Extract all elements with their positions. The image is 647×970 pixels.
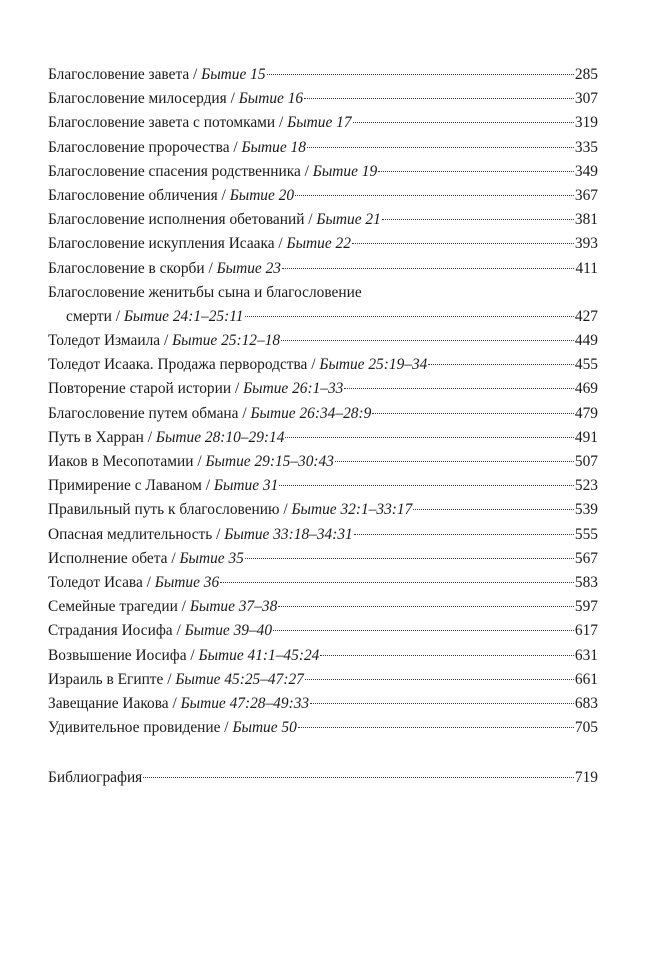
toc-entry-reference: Бытие 26:34–28:9 bbox=[250, 404, 372, 422]
toc-entry-page: 683 bbox=[574, 694, 598, 712]
toc-entry bbox=[48, 426, 598, 450]
toc-entry-reference: Бытие 25:12–18 bbox=[172, 332, 281, 350]
toc-entry-page: 661 bbox=[574, 670, 598, 688]
toc-entry-title: Толедот Измаила / Бытие 25:12–18 bbox=[48, 332, 281, 350]
dot-leader bbox=[267, 74, 574, 75]
toc-entry-title: Благословение спасения родственника / Бытие 19 bbox=[48, 162, 378, 180]
toc-entry-page: 479 bbox=[574, 404, 598, 422]
dot-leader bbox=[285, 437, 574, 438]
toc-entry-page: 349 bbox=[574, 162, 598, 180]
toc-entry-reference: Бытие 50 bbox=[232, 719, 297, 737]
toc-entry-title: Благословение искупления Исаака / Бытие 22 bbox=[48, 235, 351, 253]
toc-entry-page: 631 bbox=[574, 646, 598, 664]
toc-entry bbox=[48, 547, 598, 571]
dot-leader bbox=[413, 509, 574, 510]
toc-entry-reference: Бытие 31 bbox=[213, 477, 279, 495]
toc-entry-page: 491 bbox=[574, 428, 598, 446]
toc-entry-reference: Бытие 33:18–34:31 bbox=[224, 525, 353, 543]
dot-leader bbox=[305, 679, 574, 680]
toc-entry-reference: Бытие 45:25–47:27 bbox=[175, 670, 304, 688]
toc-entry-reference: Бытие 37–38 bbox=[189, 598, 278, 616]
toc-entry-reference: Бытие 26:1–33 bbox=[243, 380, 344, 398]
toc-entry bbox=[48, 208, 598, 232]
toc-entry-continuation bbox=[48, 305, 598, 329]
toc-entry-title: Страдания Иосифа / Бытие 39–40 bbox=[48, 622, 273, 640]
toc-entry-reference: Бытие 47:28–49:33 bbox=[180, 694, 310, 712]
toc-entry-reference: Бытие 25:19–34 bbox=[319, 356, 428, 374]
toc-entry-title: Благословение женитьбы сына и благословение bbox=[48, 283, 362, 301]
dot-leader bbox=[378, 171, 574, 172]
toc-entry-reference: Бытие 24:1–25:11 bbox=[123, 307, 244, 325]
table-of-contents bbox=[48, 63, 598, 790]
dot-leader bbox=[382, 219, 574, 220]
toc-entry bbox=[48, 111, 598, 135]
toc-entry-title: Повторение старой истории / Бытие 26:1–33 bbox=[48, 380, 344, 398]
dot-leader bbox=[372, 413, 574, 414]
toc-entry bbox=[48, 644, 598, 668]
toc-entry-page: 539 bbox=[574, 501, 598, 519]
toc-entry bbox=[48, 63, 598, 87]
dot-leader bbox=[344, 388, 574, 389]
toc-entry-reference: Бытие 22 bbox=[286, 235, 351, 253]
toc-entry-page: 411 bbox=[575, 259, 598, 277]
toc-entry-reference: Бытие 35 bbox=[179, 549, 244, 567]
toc-entry-reference: Бытие 20 bbox=[229, 186, 295, 204]
toc-entry-page: 597 bbox=[574, 598, 598, 616]
dot-leader bbox=[354, 534, 574, 535]
toc-entry-reference: Бытие 29:15–30:43 bbox=[205, 453, 334, 470]
toc-entry-reference: Бытие 15 bbox=[201, 66, 266, 83]
toc-entry-reference: Бытие 36 bbox=[154, 573, 220, 591]
toc-entry-page: 583 bbox=[574, 573, 598, 591]
toc-entry-page: 469 bbox=[574, 380, 598, 398]
dot-leader bbox=[353, 122, 574, 123]
toc-entry-title: Благословение пророчества / Бытие 18 bbox=[48, 138, 306, 156]
toc-entry-page: 285 bbox=[574, 66, 598, 83]
dot-leader bbox=[335, 461, 574, 462]
toc-entry-title: Удивительное провидение / Бытие 50 bbox=[48, 719, 297, 737]
toc-entry bbox=[48, 619, 598, 643]
toc-entry-page: 367 bbox=[574, 186, 598, 204]
toc-entry-reference: Бытие 41:1–45:24 bbox=[198, 646, 320, 664]
toc-entry-reference: Бытие 19 bbox=[312, 162, 378, 180]
toc-entry-page: 719 bbox=[574, 769, 598, 787]
toc-entry-title: Толедот Исава / Бытие 36 bbox=[48, 573, 220, 591]
toc-entry bbox=[48, 353, 598, 377]
toc-entry bbox=[48, 281, 598, 329]
toc-entry-page: 705 bbox=[574, 719, 598, 737]
toc-entry bbox=[48, 692, 598, 716]
dot-leader bbox=[310, 703, 574, 704]
toc-entry-title: Благословение обличения / Бытие 20 bbox=[48, 186, 295, 204]
dot-leader bbox=[278, 606, 574, 607]
dot-leader bbox=[298, 727, 574, 728]
toc-entry-title-continued: смерти / bbox=[66, 307, 124, 325]
toc-entry bbox=[48, 87, 598, 111]
toc-entry-page: 449 bbox=[574, 332, 598, 350]
toc-entry-title: Благословение завета с потомками / Бытие 17 bbox=[48, 114, 352, 132]
toc-entry-title: Путь в Харран / Бытие 28:10–29:14 bbox=[48, 428, 285, 446]
toc-entry-title: Благословение милосердия / Бытие 16 bbox=[48, 90, 304, 108]
toc-entry-title: Опасная медлительность / Бытие 33:18–34:31 bbox=[48, 525, 353, 543]
toc-entry bbox=[48, 329, 598, 353]
toc-entry-page: 555 bbox=[574, 525, 598, 543]
toc-entry bbox=[48, 184, 598, 208]
toc-entry-page: 523 bbox=[574, 477, 598, 495]
toc-entry bbox=[48, 450, 598, 474]
toc-entry-title: Благословение завета / Бытие 15 bbox=[48, 66, 266, 83]
toc-entry bbox=[48, 377, 598, 401]
toc-entry-page: 455 bbox=[574, 356, 598, 374]
toc-entry-title: Благословение в скорби / Бытие 23 bbox=[48, 259, 281, 277]
toc-entry-title: Семейные трагедии / Бытие 37–38 bbox=[48, 598, 278, 616]
toc-entry-title: Иаков в Месопотамии / Бытие 29:15–30:43 bbox=[48, 453, 334, 470]
toc-entry-title: Благословение исполнения обетований / Бытие 21 bbox=[48, 211, 381, 229]
toc-entry-reference: Бытие 17 bbox=[287, 114, 352, 132]
section-gap bbox=[48, 740, 598, 766]
toc-entry bbox=[48, 402, 598, 426]
toc-entry-reference: Бытие 32:1–33:17 bbox=[291, 501, 413, 519]
dot-leader bbox=[428, 364, 574, 365]
dot-leader bbox=[279, 485, 574, 486]
toc-entry bbox=[48, 595, 598, 619]
toc-entry bbox=[48, 232, 598, 256]
toc-entry-reference: Бытие 21 bbox=[316, 211, 381, 229]
dot-leader bbox=[352, 243, 574, 244]
toc-entry-title: Правильный путь к благословению / Бытие 32:1–33:17 bbox=[48, 501, 413, 519]
toc-entry bbox=[48, 160, 598, 184]
toc-entry bbox=[48, 136, 598, 160]
toc-entry-title: Примирение с Лаваном / Бытие 31 bbox=[48, 477, 279, 495]
toc-entry-title: Исполнение обета / Бытие 35 bbox=[48, 549, 244, 567]
toc-entry-title: Благословение путем обмана / Бытие 26:34–28:9 bbox=[48, 404, 372, 422]
toc-entry-reference: Бытие 39–40 bbox=[184, 622, 273, 640]
toc-entry-title: Библиография bbox=[48, 769, 143, 787]
toc-entry-page: 335 bbox=[574, 138, 598, 156]
toc-entry-page: 381 bbox=[574, 211, 598, 229]
toc-entry bbox=[48, 523, 598, 547]
toc-entry-title: Израиль в Египте / Бытие 45:25–47:27 bbox=[48, 670, 304, 688]
toc-entry-reference: Бытие 28:10–29:14 bbox=[155, 428, 285, 446]
toc-entry bbox=[48, 498, 598, 522]
toc-entry-title: Завещание Иакова / Бытие 47:28–49:33 bbox=[48, 694, 310, 712]
toc-entry bbox=[48, 571, 598, 595]
toc-entry-reference: Бытие 16 bbox=[238, 90, 304, 108]
dot-leader bbox=[220, 582, 574, 583]
dot-leader bbox=[245, 316, 574, 317]
toc-entry bbox=[48, 668, 598, 692]
toc-entry-bibliography bbox=[48, 766, 598, 790]
toc-entry-page: 617 bbox=[574, 622, 598, 640]
dot-leader bbox=[282, 268, 575, 269]
dot-leader bbox=[245, 558, 574, 559]
toc-entry-page: 307 bbox=[574, 90, 598, 108]
dot-leader bbox=[281, 340, 574, 341]
toc-entry-title: Толедот Исаака. Продажа первородства / Бытие 25:19–34 bbox=[48, 356, 428, 374]
toc-entry-page: 393 bbox=[574, 235, 598, 253]
toc-entry-reference: Бытие 18 bbox=[241, 138, 306, 156]
toc-entry-page: 319 bbox=[574, 114, 598, 132]
toc-entry bbox=[48, 716, 598, 740]
toc-entry-reference: Бытие 23 bbox=[216, 259, 281, 277]
toc-entry-page: 427 bbox=[574, 307, 598, 325]
toc-entry bbox=[48, 474, 598, 498]
toc-entry-page: 507 bbox=[574, 453, 598, 470]
dot-leader bbox=[143, 777, 574, 778]
dot-leader bbox=[307, 147, 574, 148]
toc-entry bbox=[48, 257, 598, 281]
dot-leader bbox=[320, 655, 574, 656]
dot-leader bbox=[304, 98, 574, 99]
dot-leader bbox=[295, 195, 574, 196]
toc-entry-page: 567 bbox=[574, 549, 598, 567]
toc-entry-title: Возвышение Иосифа / Бытие 41:1–45:24 bbox=[48, 646, 320, 664]
dot-leader bbox=[273, 630, 574, 631]
